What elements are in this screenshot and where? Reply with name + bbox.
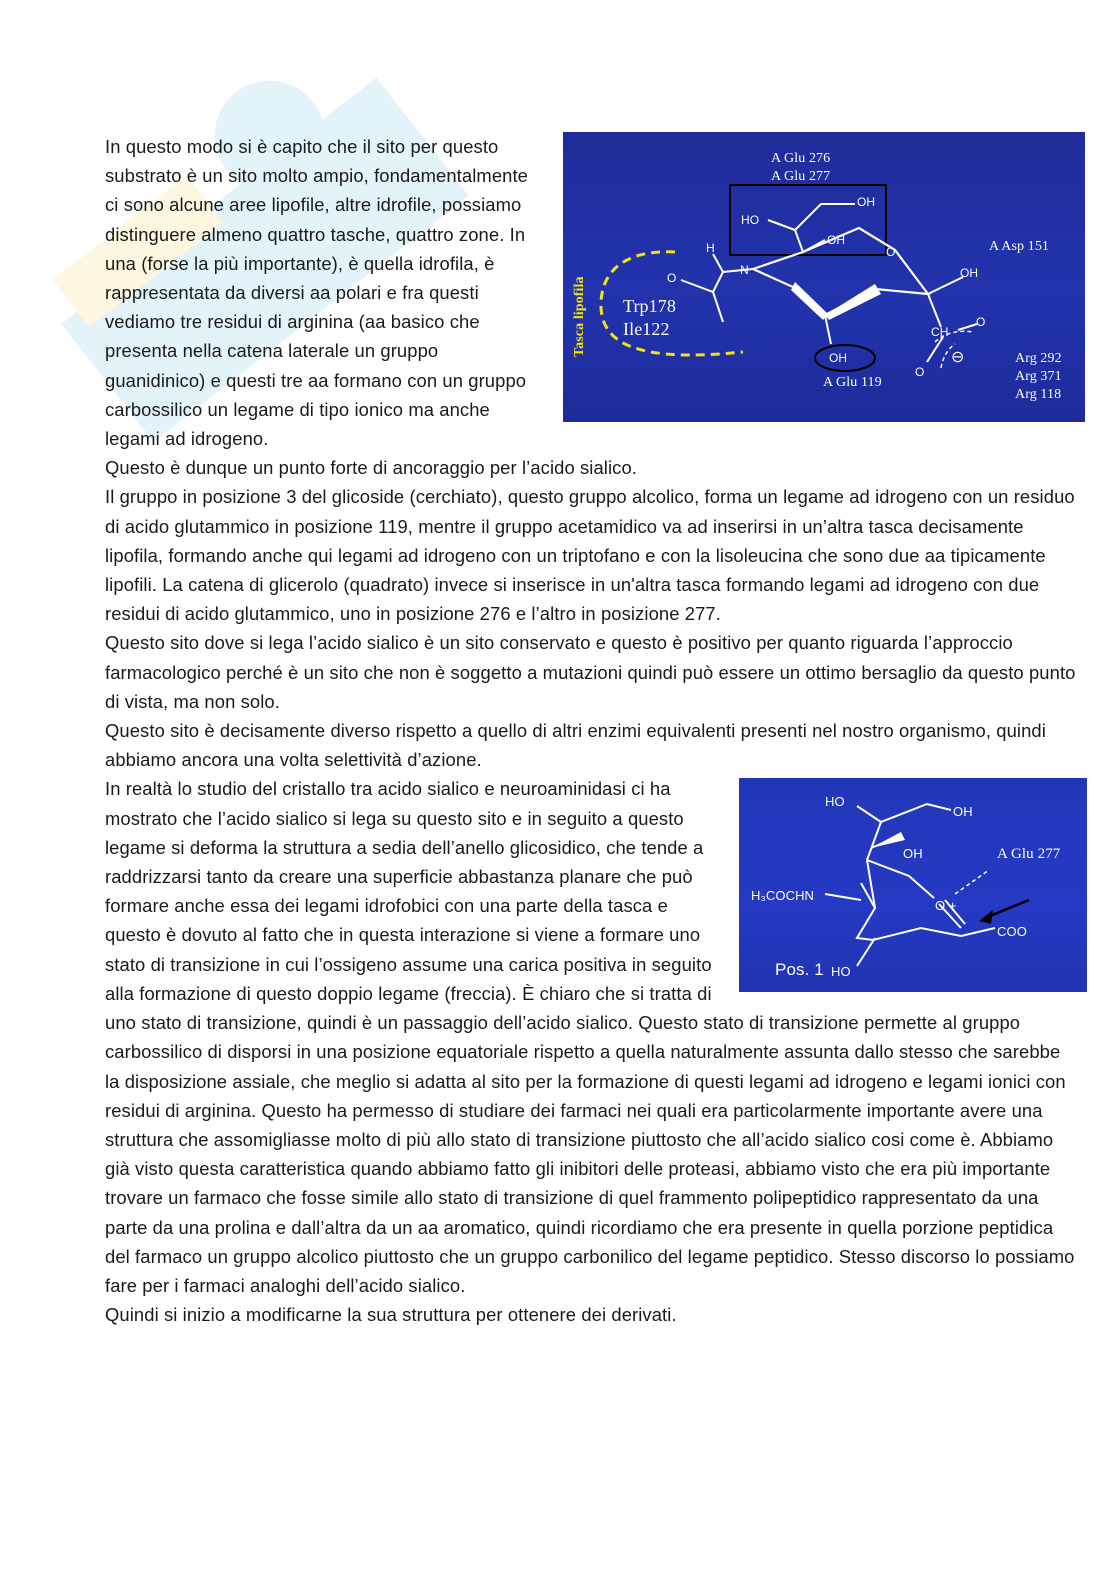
- label-glu276: A Glu 276: [771, 151, 831, 166]
- label-arg292: Arg 292: [1015, 351, 1062, 366]
- paragraph-1: In questo modo si è capito che il sito per questo substrato è un sito molto ampio, fondamentalmente ci sono alcune aree lipofile, altre idrofile, possiamo distinguere almeno quattro tasche, quattro zone. In una (forse la più importante), è quella idrofila, è rappresentata da diversi aa polari e fra questi vediamo tre residui di arginina (aa basico che presenta nella catena laterale un gruppo guanidinico) e questi tre aa formano con un gruppo carbossilico un legame di tipo ionico ma anche legami ad idrogeno.: [105, 136, 529, 450]
- arrow-head: [979, 910, 993, 924]
- figure-caption-pos1: Pos. 1: [775, 960, 824, 980]
- figure-binding-site: [563, 132, 1085, 422]
- figure-transition-state: [739, 778, 1087, 992]
- atom-ho-bottom: HO: [831, 964, 851, 980]
- label-arg371: Arg 371: [1015, 369, 1062, 384]
- atom-ho-left: HO: [741, 213, 760, 227]
- atom-o-ring: O: [886, 245, 896, 259]
- atom-oh-mid: OH: [903, 846, 923, 862]
- paragraph-2: Questo è dunque un punto forte di ancoraggio per l’acido sialico.: [105, 457, 638, 479]
- atom-oh-top: OH: [953, 804, 973, 820]
- atom-minus: ⊖: [951, 349, 965, 366]
- atom-n: N: [740, 263, 749, 277]
- atom-coo: COO: [997, 924, 1027, 940]
- atom-acetamido: H₃COCHN: [751, 888, 815, 904]
- atom-o-down: O: [915, 365, 925, 379]
- label-arg118: Arg 118: [1015, 387, 1062, 402]
- document-body: [105, 132, 1080, 1329]
- atom-o-up: O: [976, 315, 986, 329]
- label-asp151: A Asp 151: [989, 239, 1050, 254]
- binding-site-diagram: [563, 132, 1085, 422]
- transition-ring: [825, 804, 995, 966]
- label-glu277-fig2: A Glu 277: [997, 846, 1061, 863]
- atom-o-carbonyl: O: [667, 271, 677, 285]
- label-glu119: A Glu 119: [823, 375, 882, 390]
- atom-ho-top: HO: [825, 794, 845, 810]
- paragraph-6: In realtà lo studio del cristallo tra acido sialico e neuroaminidasi ci ha mostrato che l’acido sialico si lega su questo sito e in seguito a questo legame si deforma la struttura a sedia dell’anello glicosidico, che tende a raddrizzarsi tanto da creare una superficie abbastanza planare che può formare anche essa dei legami idrofobici con una parte della tasca e questo è dovuto al fatto che in questa interazione si viene a formare uno stato di transizione in cui l’ossigeno assume una carica positiva in seguito alla formazione di questo doppio legame (freccia). È chiaro che si tratta di uno stato di transizione, quindi è un passaggio dell’acido sialico. Questo stato di transizione permette al gruppo carbossilico di disporsi in una posizione equatoriale rispetto a quella naturalmente assunta dallo stesso che sarebbe la disposizione assiale, che meglio si adatta al sito per la formazione di questi legami ad idrogeno e legami ionici con residui di arginina. Questo ha permesso di studiare dei farmaci nei quali era particolarmente importante avere una struttura che assomigliasse molto di più allo stato di transizione piuttosto che all’acido sialico cosi come è. Abbiamo già visto questa caratteristica quando abbiamo fatto gli inibitori delle proteasi, abbiamo visto che era più importante trovare un farmaco che fosse simile allo stato di transizione di quel frammento polipeptidico rappresentato da una parte da una prolina e dall’altra da un aa aromatico, quindi ricordiamo che era presente in quella porzione peptidica del farmaco un gruppo alcolico piuttosto che un gruppo carbonilico del legame peptidico. Stesso discorso lo possiamo fare per i farmaci analoghi dell’acido sialico.: [105, 778, 1075, 1296]
- paragraph-4: Questo sito dove si lega l’acido sialico è un sito conservato e questo è positivo per quanto riguarda l’approccio farmacologico perché è un sito che non è soggetto a mutazioni quindi può essere un ottimo bersaglio da questo punto di vista, ma non solo.: [105, 632, 1076, 712]
- wedge-bond: [825, 284, 881, 320]
- atom-oh-top: OH: [857, 195, 876, 209]
- label-ile122: Ile122: [623, 319, 670, 339]
- paragraph-7: Quindi si inizio a modificarne la sua struttura per ottenere dei derivati.: [105, 1304, 677, 1326]
- label-glu277: A Glu 277: [771, 169, 831, 184]
- wedge-bond-2: [791, 282, 828, 320]
- hbond-dash: [955, 870, 989, 894]
- atom-ch: CH: [931, 325, 949, 339]
- paragraph-5: Questo sito è decisamente diverso rispetto a quello di altri enzimi equivalenti presenti nel nostro organismo, quindi abbiamo ancora una volta selettività d’azione.: [105, 720, 1046, 771]
- label-trp178: Trp178: [623, 296, 676, 316]
- atom-oh-mid: OH: [827, 233, 846, 247]
- atom-oh-right: OH: [960, 266, 979, 280]
- atom-h: H: [706, 241, 715, 255]
- label-lipophilic-pocket: Tasca lipofila: [572, 276, 587, 357]
- paragraph-3: Il gruppo in posizione 3 del glicoside (cerchiato), questo gruppo alcolico, forma un legame ad idrogeno con un residuo di acido glutammico in posizione 119, mentre il gruppo acetamidico va ad inserirsi in un’altra tasca decisamente lipofila, formando anche qui legami ad idrogeno con un triptofano e con la lisoleucina che sono due aa tipicamente lipofili. La catena di glicerolo (quadrato) invece si inserisce in un'altra tasca formando legami ad idrogeno con due residui di acido glutammico, uno in posizione 276 e l’altro in posizione 277.: [105, 486, 1075, 625]
- atom-o-plus: O +: [935, 898, 957, 914]
- atom-oh-bottom: OH: [829, 351, 848, 365]
